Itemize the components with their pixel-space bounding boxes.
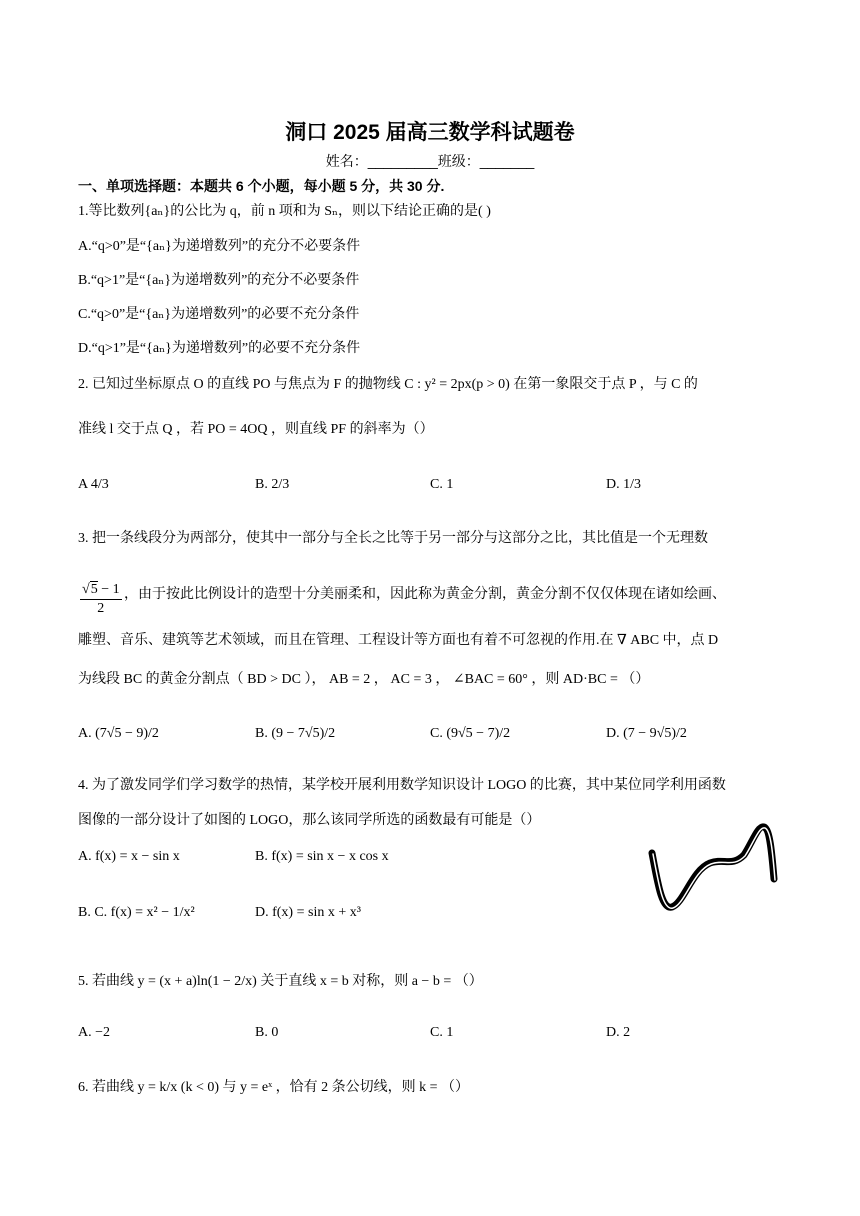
question-3-line-4: 为线段 BC 的黄金分割点（ BD > DC ）， AB = 2 ， AC = 3 ， ∠BAC = 60° ，则 AD·BC = （） [78,672,650,687]
question-2-option-b: B. 2/3 [255,477,290,492]
question-1-option-c: C.“q>0”是“{aₙ}为递增数列”的必要不充分条件 [78,307,360,322]
question-3-option-b: B. (9 − 7√5)/2 [255,726,336,741]
question-2-option-d: D. 1/3 [606,477,641,492]
question-4-option-b: B. f(x) = sin x − x cos x [255,849,389,864]
question-3-line-2: ，由于按此比例设计的造型十分美丽柔和，因此称为黄金分割，黄金分割不仅仅体现在诸如绘画、 [124,587,726,602]
question-4-option-d: D. f(x) = sin x + x³ [255,905,361,920]
question-2-option-a: A 4/3 [78,477,109,492]
question-4-option-c: B. C. f(x) = x² − 1/x² [78,905,195,920]
question-4-option-a: A. f(x) = x − sin x [78,849,180,864]
question-5-option-a: A. −2 [78,1025,111,1040]
question-3-golden-ratio [78,583,124,616]
logo-curve-figure [640,815,785,920]
exam-title: 洞口 2025 届高三数学科试题卷 [285,121,575,144]
question-3-option-a: A. (7√5 − 9)/2 [78,726,159,741]
question-6-stem: 6. 若曲线 y = k/x (k < 0) 与 y = eˣ ，恰有 2 条公切线，则 k = （） [78,1080,470,1095]
golden-ratio-fraction: $\frac{√5 - 1}{2}$ [82,582,120,616]
question-3-line-3: 雕塑、音乐、建筑等艺术领域，而且在管理、工程设计等方面也有着不可忽视的作用.在 ∇ ABC 中，点 D [78,633,719,648]
name-class-line: 姓名：_________班级：_______ [325,153,535,169]
question-5-stem: 5. 若曲线 y = (x + a)ln(1 − 2/x) 关于直线 x = b 对称，则 a − b = （） [78,974,483,989]
question-4-line-2: 图像的一部分设计了如图的 LOGO，那么该同学所选的函数最有可能是（） [78,813,541,828]
question-4-line-1: 4. 为了激发同学们学习数学的热情，某学校开展利用数学知识设计 LOGO 的比赛，其中某位同学利用函数 [78,778,726,793]
question-2-line-2: 准线 l 交于点 Q ，若 PO = 4OQ ，则直线 PF 的斜率为（） [78,422,434,437]
question-1-option-b: B.“q>1”是“{aₙ}为递增数列”的充分不必要条件 [78,273,360,288]
question-5-option-b: B. 0 [255,1025,279,1040]
question-5-option-c: C. 1 [430,1025,454,1040]
question-1-stem: 1.等比数列{aₙ}的公比为 q，前 n 项和为 Sₙ，则以下结论正确的是( ) [78,204,491,219]
section-heading: 一、单项选择题：本题共 6 个小题，每小题 5 分，共 30 分. [78,178,445,194]
question-3-option-c: C. (9√5 − 7)/2 [430,726,511,741]
question-2-option-c: C. 1 [430,477,454,492]
question-1-option-a: A.“q>0”是“{aₙ}为递增数列”的充分不必要条件 [78,239,361,254]
question-3-option-d: D. (7 − 9√5)/2 [606,726,687,741]
question-1-option-d: D.“q>1”是“{aₙ}为递增数列”的必要不充分条件 [78,341,361,356]
question-2-line-1: 2. 已知过坐标原点 O 的直线 PO 与焦点为 F 的抛物线 C : y² = 2px(p > 0) 在第一象限交于点 P ，与 C 的 [78,377,698,392]
question-5-option-d: D. 2 [606,1025,631,1040]
question-3-line-1: 3. 把一条线段分为两部分，使其中一部分与全长之比等于另一部分与这部分之比，其比值是一个无理数 [78,531,708,546]
